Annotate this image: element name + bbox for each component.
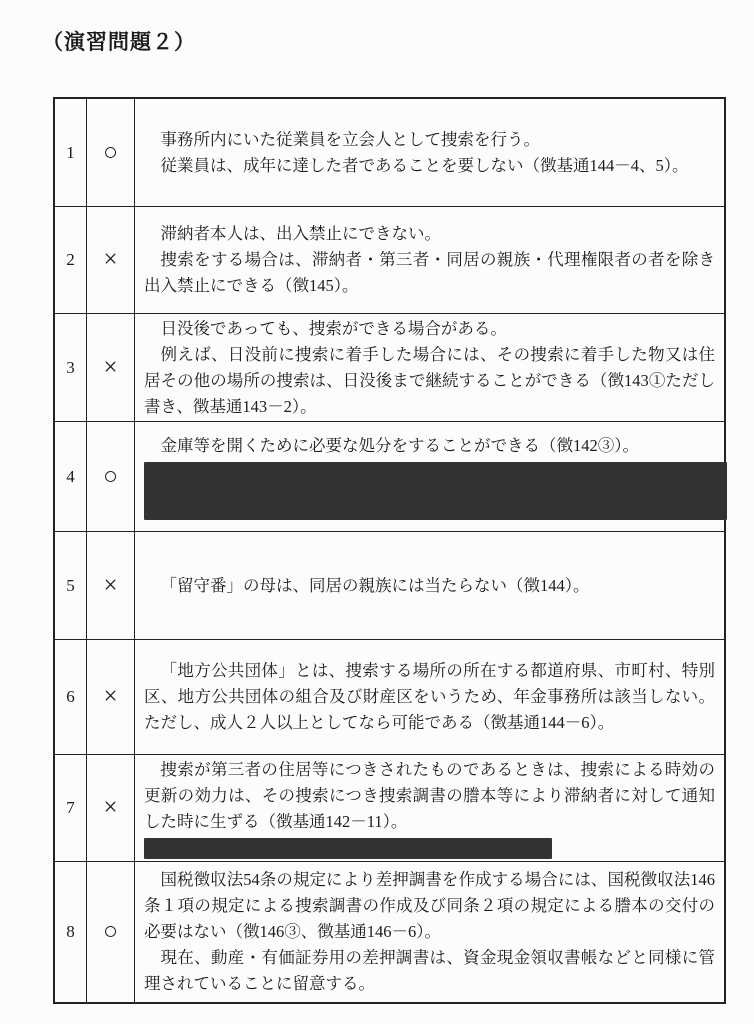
answer-text-cell	[135, 862, 724, 1002]
row-number-cell: 3	[55, 314, 87, 421]
answer-text-cell	[135, 640, 724, 754]
row-number-cell: 8	[55, 862, 87, 1002]
answer-mark-cell: ×	[87, 314, 135, 421]
answer-text-cell	[135, 532, 724, 639]
answer-paragraph: 現在、動産・有価証券用の差押調書は、資金現金領収書帳などと同様に管理されていることに留意する。	[144, 948, 715, 993]
answer-paragraph: 捜索が第三者の住居等につきされたものであるときは、捜索による時効の更新の効力は、その捜索につき捜索調書の謄本等により滞納者に対して通知した時に生ずる（徴基通142－11）。	[144, 760, 715, 831]
answer-paragraph: 例えば、日没前に捜索に着手した場合には、その捜索に着手した物又は住居その他の場所の捜索は、日没後まで継続することができる（徴143①ただし書き、徴基通143－2）。	[144, 344, 716, 416]
table-row	[55, 99, 724, 207]
answer-mark-cell: ○	[87, 862, 135, 1002]
row-number-cell: 5	[55, 532, 87, 639]
answer-text-cell	[135, 99, 724, 206]
answer-paragraph: 捜索をする場合は、滞納者・第三者・同居の親族・代理権限者の者を除き出入禁止にできる（徴145）。	[144, 250, 715, 295]
answer-text-cell	[135, 207, 724, 313]
answer-paragraph: 「留守番」の母は、同居の親族には当たらない（徴144）。	[160, 575, 590, 595]
table-row	[55, 862, 724, 1002]
answer-mark-cell: ○	[87, 99, 135, 206]
answer-paragraph: 国税徴収法54条の規定により差押調書を作成する場合には、国税徴収法146条１項の規定による捜索調書の作成及び同条２項の規定による謄本の交付の必要はない（徴146③、徴基通146－6）。	[144, 870, 716, 941]
table-row	[55, 532, 724, 640]
row-number-cell: 1	[55, 99, 87, 206]
redaction-bar	[144, 838, 552, 859]
answer-mark-cell: ×	[87, 207, 135, 313]
answer-paragraph: 「地方公共団体」とは、捜索する場所の所在する都道府県、市町村、特別区、地方公共団体の組合及び財産区をいうため、年金事務所は該当しない。ただし、成人２人以上としてなら可能である（徴基通144－6）。	[144, 661, 715, 732]
answer-mark-cell: ×	[87, 755, 135, 861]
answer-mark-cell: ○	[87, 422, 135, 531]
page-title: （演習問題２）	[42, 30, 196, 54]
answer-paragraph: 従業員は、成年に達した者であることを要しない（徴基通144－4、5）。	[160, 155, 689, 175]
answer-table	[53, 97, 726, 1004]
table-row	[55, 640, 724, 755]
answer-mark-cell: ×	[87, 640, 135, 754]
answer-mark-cell: ×	[87, 532, 135, 639]
answer-paragraph: 日没後であっても、捜索ができる場合がある。	[160, 318, 507, 338]
redaction-bar	[144, 462, 727, 520]
table-row	[55, 314, 724, 422]
row-number-cell: 4	[55, 422, 87, 531]
row-number-cell: 2	[55, 207, 87, 313]
answer-text-cell	[135, 422, 736, 531]
answer-text-cell	[135, 755, 724, 861]
row-number-cell: 6	[55, 640, 87, 754]
answer-paragraph: 滞納者本人は、出入禁止にできない。	[160, 224, 441, 243]
answer-text-cell	[135, 314, 724, 421]
row-number-cell: 7	[55, 755, 87, 861]
table-row	[55, 422, 724, 532]
table-row	[55, 207, 724, 314]
answer-paragraph: 金庫等を開くために必要な処分をすることができる（徴142③）。	[160, 436, 639, 455]
answer-paragraph: 事務所内にいた従業員を立会人として捜索を行う。	[160, 129, 540, 149]
table-row	[55, 755, 724, 862]
